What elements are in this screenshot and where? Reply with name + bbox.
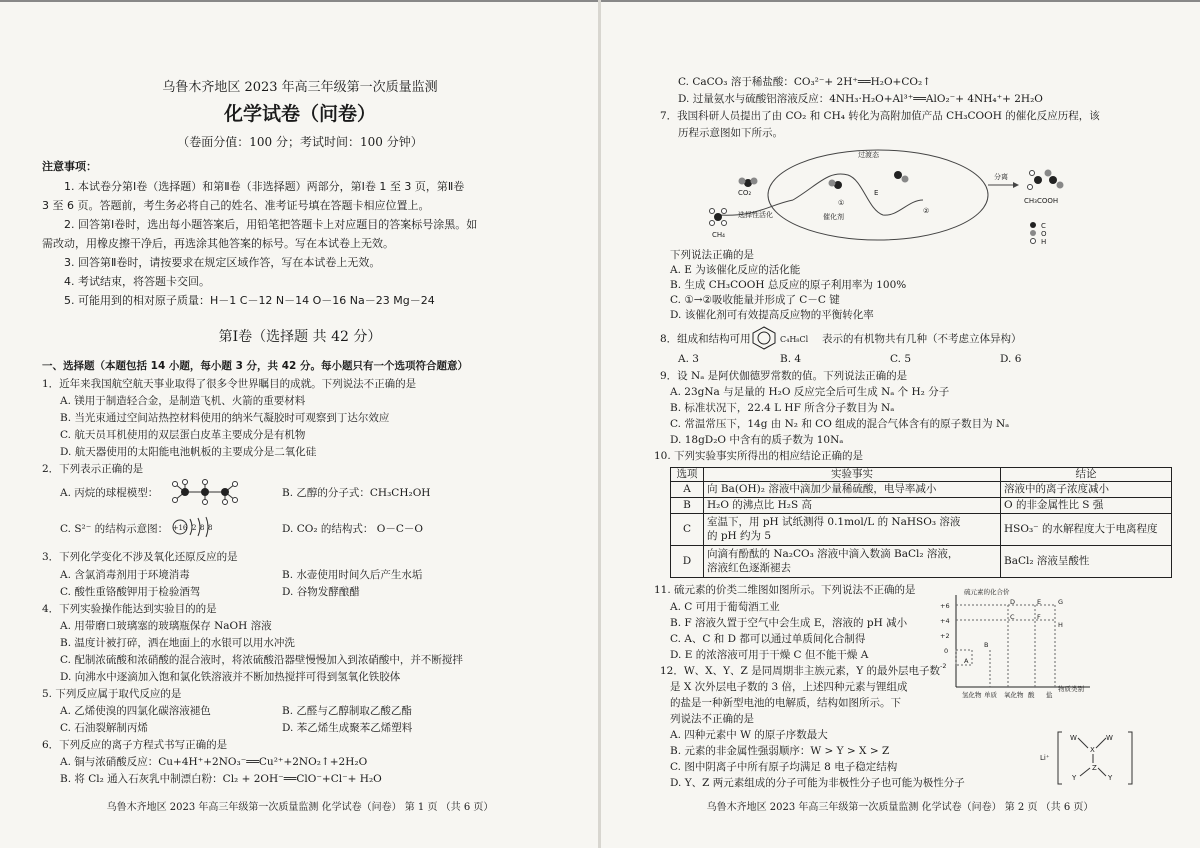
x-axis-label: 物质类别 [1058,685,1084,693]
svg-text:2: 2 [192,524,197,532]
point-label: C [1010,613,1015,621]
question-stem-prefix: 8．组成和结构可用 [660,333,751,345]
option-a: A. E 为该催化反应的活化能 [670,264,801,276]
option-d: D. 过量氨水与硫酸铝溶液反应：4NH₃·H₂O+Al³⁺══AlO₂⁻+ 4NH₄⁺+ 2H₂O [678,93,1043,105]
option-b: B. 4 [780,353,802,365]
fig-label: 选择性活化 [738,211,773,219]
option-a: A. 23gNa 与足量的 H₂O 反应完全后可生成 Nₐ 个 H₂ 分子 [670,386,950,398]
column-header: 实验事实 [704,468,1001,482]
table-row [671,481,1172,497]
option-d: D. 18gD₂O 中含有的质子数为 10Nₐ [670,434,844,446]
fig-label: Li⁺ [1040,754,1050,762]
conclusion-cell: HSO₃⁻ 的水解程度大于电离程度 [1001,513,1172,545]
x-category: 盐 [1046,691,1053,699]
option-a: A. 含氯消毒剂用于环境消毒 [60,569,190,581]
option-d: D. 该催化剂可有效提高反应物的平衡转化率 [670,309,874,321]
option-a: A. 四种元素中 W 的原子序数最大 [670,729,828,741]
fact-line: 向滴有酚酞的 Na₂CO₃ 溶液中滴入数滴 BaCl₂ 溶液， [707,548,959,560]
chart-title: 硫元素的化合价 [964,588,1010,596]
option-b: B. 生成 CH₃COOH 总反应的原子利用率为 100% [670,279,907,291]
propane-ball-stick-model [165,478,245,506]
fact-line: 室温下，用 pH 试纸测得 0.1mol/L 的 NaHSO₃ 溶液 [707,516,961,528]
notice-line: 5. 可能用到的相对原子质量：H－1 C－12 N－14 O－16 Na－23 Mg－24 [64,294,435,307]
notice-line: 1. 本试卷分第Ⅰ卷（选择题）和第Ⅱ卷（非选择题）两部分，第Ⅰ卷 1 至 3 页，第Ⅱ卷 [64,180,465,193]
notice-line: 4. 考试结束，将答题卡交回。 [64,275,210,288]
exam-info: （卷面分值：100 分；考试时间：100 分钟） [177,135,423,149]
option-c: C. A、C 和 D 都可以通过单质间化合制得 [670,633,866,645]
option-cell: B [671,497,704,513]
option-c: C. 5 [890,353,912,365]
benzene-ring-icon [750,325,778,351]
fact-cell: 向 Ba(OH)₂ 溶液中滴加少量稀硫酸，电导率减小 [704,481,1001,497]
question-stem: 10. 下列实验事实所得出的相应结论正确的是 [654,450,864,462]
question-prompt: 下列说法正确的是 [670,249,754,261]
notice-line: 3. 回答第Ⅱ卷时，请按要求在规定区域作答，写在本试卷上无效。 [64,256,381,269]
y-tick: +4 [940,617,950,625]
option-b: B. 乙醇的分子式：CH₃CH₂OH [282,487,431,499]
y-tick: -2 [940,662,947,670]
question-stem: 列说法不正确的是 [670,713,754,725]
point-label: D [1010,598,1016,606]
fact-cell: H₂O 的沸点比 H₂S 高 [704,497,1001,513]
question-stem: 1．近年来我国航空航天事业取得了很多令世界瞩目的成就。下列说法不正确的是 [42,378,417,390]
option-b: B. 温度计被打碎，洒在地面上的水银可以用水冲洗 [60,637,295,649]
option-cell: C [671,513,704,545]
fig-label: E [874,189,879,197]
option-d: D. 向沸水中逐滴加入饱和氯化铁溶液并不断加热搅拌可得到氢氧化铁胶体 [60,671,401,683]
fig-label: ① [838,199,845,207]
option-b: B. 元素的非金属性强弱顺序：W > Y > X > Z [670,745,890,757]
fig-label: W [1070,734,1077,742]
question-stem: 是 X 次外层电子数的 3 倍，上述四种元素与锂组成 [670,681,908,693]
page-footer: 乌鲁木齐地区 2023 年高三年级第一次质量监测 化学试卷（问卷） 第 1 页 （共 6 页） [106,802,494,813]
option-b: B. 将 Cl₂ 通入石灰乳中制漂白粉：Cl₂ + 2OH⁻══ClO⁻+Cl⁻+ H₂O [60,773,382,785]
question-stem: 11. 硫元素的价类二维图如图所示。下列说法不正确的是 [654,584,916,596]
sulfide-ion-structure-diagram [170,514,220,540]
option-c: C. 酸性重铬酸钾用于检验酒驾 [60,586,201,598]
page-footer: 乌鲁木齐地区 2023 年高三年级第一次质量监测 化学试卷（问卷） 第 2 页 （共 6 页） [706,802,1094,813]
option-a: A. 乙烯使溴的四氯化碳溶液褪色 [60,705,211,717]
option-a: A. 铜与浓硝酸反应：Cu+4H⁺+2NO₃⁻══Cu²⁺+2NO₂↑+2H₂O [60,756,368,768]
fact-cell [704,545,1001,577]
point-label: E [1037,598,1042,606]
option-b: B. 乙醛与乙醇制取乙酸乙酯 [282,705,412,717]
question-stem: 3．下列化学变化不涉及氧化还原反应的是 [42,551,238,563]
option-c: C. 航天员耳机使用的双层蛋白皮革主要成分是有机物 [60,429,306,441]
y-tick: +2 [940,632,950,640]
point-label: H [1058,621,1063,629]
fig-label: O [1041,230,1047,238]
table-row [671,545,1172,577]
right-page [600,0,1200,848]
fig-label: X [1090,746,1095,754]
section-title: 第Ⅰ卷（选择题 共 42 分） [218,329,382,345]
option-c: C. 配制浓硫酸和浓硝酸的混合液时，将浓硫酸沿器壁慢慢加入到浓硝酸中，并不断搅拌 [60,654,463,666]
fig-label: 催化剂 [823,213,844,221]
sulfur-valence-class-chart [940,585,1100,710]
fig-label: C [1041,222,1046,230]
question-stem: 的盐是一种新型电池的电解质，结构如图所示。下 [670,697,901,709]
fig-label: ② [923,207,930,215]
option-d: D. E 的浓溶液可用于干燥 C 但不能干燥 A [670,649,869,661]
svg-text:8: 8 [200,524,205,532]
option-d: D. CO₂ 的结构式： O－C－O [282,523,423,535]
experiment-table [670,467,1172,578]
svg-text:+16: +16 [172,524,188,532]
conclusion-cell: 溶液中的离子浓度减小 [1001,481,1172,497]
point-label: F [1037,613,1041,621]
notice-line: 3 至 6 页。答题前，考生务必将自己的姓名、准考证号填在答题卡相应位置上。 [42,199,430,212]
x-category: 氧化物 [1004,691,1024,699]
fig-label: CH₃COOH [1024,197,1059,205]
question-stem: 4．下列实验操作能达到实验目的的是 [42,603,217,615]
question-stem: 历程示意图如下所示。 [678,127,783,139]
fig-label: H [1041,238,1047,245]
option-a: A. 用带磨口玻璃塞的玻璃瓶保存 NaOH 溶液 [60,620,272,632]
option-a: A. 3 [678,353,699,365]
option-a: A. 丙烷的球棍模型： [60,487,159,499]
question-stem: 5. 下列反应属于取代反应的是 [42,688,182,700]
option-b: B. F 溶液久置于空气中会生成 E，溶液的 pH 减小 [670,617,908,629]
notice-line: 需改动，用橡皮擦干净后，再选涂其他答案的标号。写在本试卷上无效。 [42,237,394,250]
fact-line: 溶液红色逐渐褪去 [707,561,791,574]
question-stem: 12．W、X、Y、Z 是同周期非主族元素，Y 的最外层电子数 [660,665,940,677]
column-header: 结论 [1001,468,1172,482]
option-c: C. CaCO₃ 溶于稀盐酸：CO₃²⁻+ 2H⁺══H₂O+CO₂↑ [678,76,931,88]
fact-cell [704,513,1001,545]
fig-label: 过渡态 [858,151,879,159]
option-cell: A [671,481,704,497]
option-d: D. 苯乙烯生成聚苯乙烯塑料 [282,722,413,734]
table-row [671,497,1172,513]
option-c: C. S²⁻ 的结构示意图： [60,523,169,535]
point-label: B [984,641,989,649]
option-a: A. C 可用于葡萄酒工业 [670,601,780,613]
x-category: 单质 [984,691,997,699]
fig-label: CO₂ [738,189,752,197]
fig-label: CH₄ [712,231,725,239]
conclusion-cell: BaCl₂ 溶液呈酸性 [1001,545,1172,577]
fig-label: 分离 [994,173,1008,181]
table-row [671,513,1172,545]
fig-label: W [1106,734,1113,742]
option-c: C. 常温常压下，14g 由 N₂ 和 CO 组成的混合气体含有的原子数目为 Nₐ [670,418,1010,430]
question-stem: 9．设 Nₐ 是阿伏伽德罗常数的值。下列说法正确的是 [660,370,908,382]
option-d: D. 6 [1000,353,1022,365]
fig-label: Y [1108,774,1113,782]
anion-structure-diagram [1040,728,1160,788]
y-tick: +6 [940,602,950,610]
question-stem: 6．下列反应的离子方程式书写正确的是 [42,739,228,751]
option-b: B. 标准状况下，22.4 L HF 所含分子数目为 Nₐ [670,402,895,414]
question-stem: 2．下列表示正确的是 [42,463,144,475]
option-b: B. 水壶使用时间久后产生水垢 [282,569,423,581]
option-b: B. 当光束通过空间站热控材料使用的纳米气凝胶时可观察到丁达尔效应 [60,412,390,424]
section-instruction: 一、选择题（本题包括 14 小题，每小题 3 分，共 42 分。每小题只有一个选项符合题意） [42,360,468,372]
x-category: 氢化物 [962,691,982,699]
y-tick: 0 [944,647,949,655]
substituent-formula: C₄H₈Cl [780,335,809,344]
exam-header-title: 乌鲁木齐地区 2023 年高三年级第一次质量监测 [162,80,438,95]
option-c: C. ①→②吸收能量并形成了 C－C 键 [670,294,840,306]
fig-label: Z [1092,764,1097,772]
question-stem-suffix: 表示的有机物共有几种（不考虑立体异构） [822,333,1022,345]
option-cell: D [671,545,704,577]
option-c: C. 石油裂解制丙烯 [60,722,148,734]
column-header: 选项 [671,468,704,482]
point-label: A [964,657,969,665]
question-stem: 7．我国科研人员提出了由 CO₂ 和 CH₄ 转化为高附加值产品 CH₃COOH 的催化反应历程，该 [660,110,1100,122]
conclusion-cell: O 的非金属性比 S 强 [1001,497,1172,513]
subject-title: 化学试卷（问卷） [223,103,376,125]
catalytic-reaction-pathway-diagram [698,145,1078,245]
option-c: C. 图中阴离子中所有原子均满足 8 电子稳定结构 [670,761,898,773]
option-a: A. 镁用于制造轻合金，是制造飞机、火箭的重要材料 [60,395,306,407]
option-d: D. 谷物发酵酿醋 [282,586,360,598]
fig-label: Y [1072,774,1077,782]
x-category: 酸 [1028,691,1035,699]
option-d: D. Y、Z 两元素组成的分子可能为非极性分子也可能为极性分子 [670,777,965,789]
point-label: G [1058,598,1064,606]
fact-line: 的 pH 约为 5 [707,529,772,542]
table-header-row [671,468,1172,482]
notice-line: 2. 回答第Ⅰ卷时，选出每小题答案后，用铅笔把答题卡上对应题目的答案标号涂黑。如 [64,218,478,231]
notice-title: 注意事项： [42,160,97,173]
svg-text:8: 8 [208,524,213,532]
option-d: D. 航天器使用的太阳能电池帆板的主要成分是二氧化硅 [60,446,317,458]
